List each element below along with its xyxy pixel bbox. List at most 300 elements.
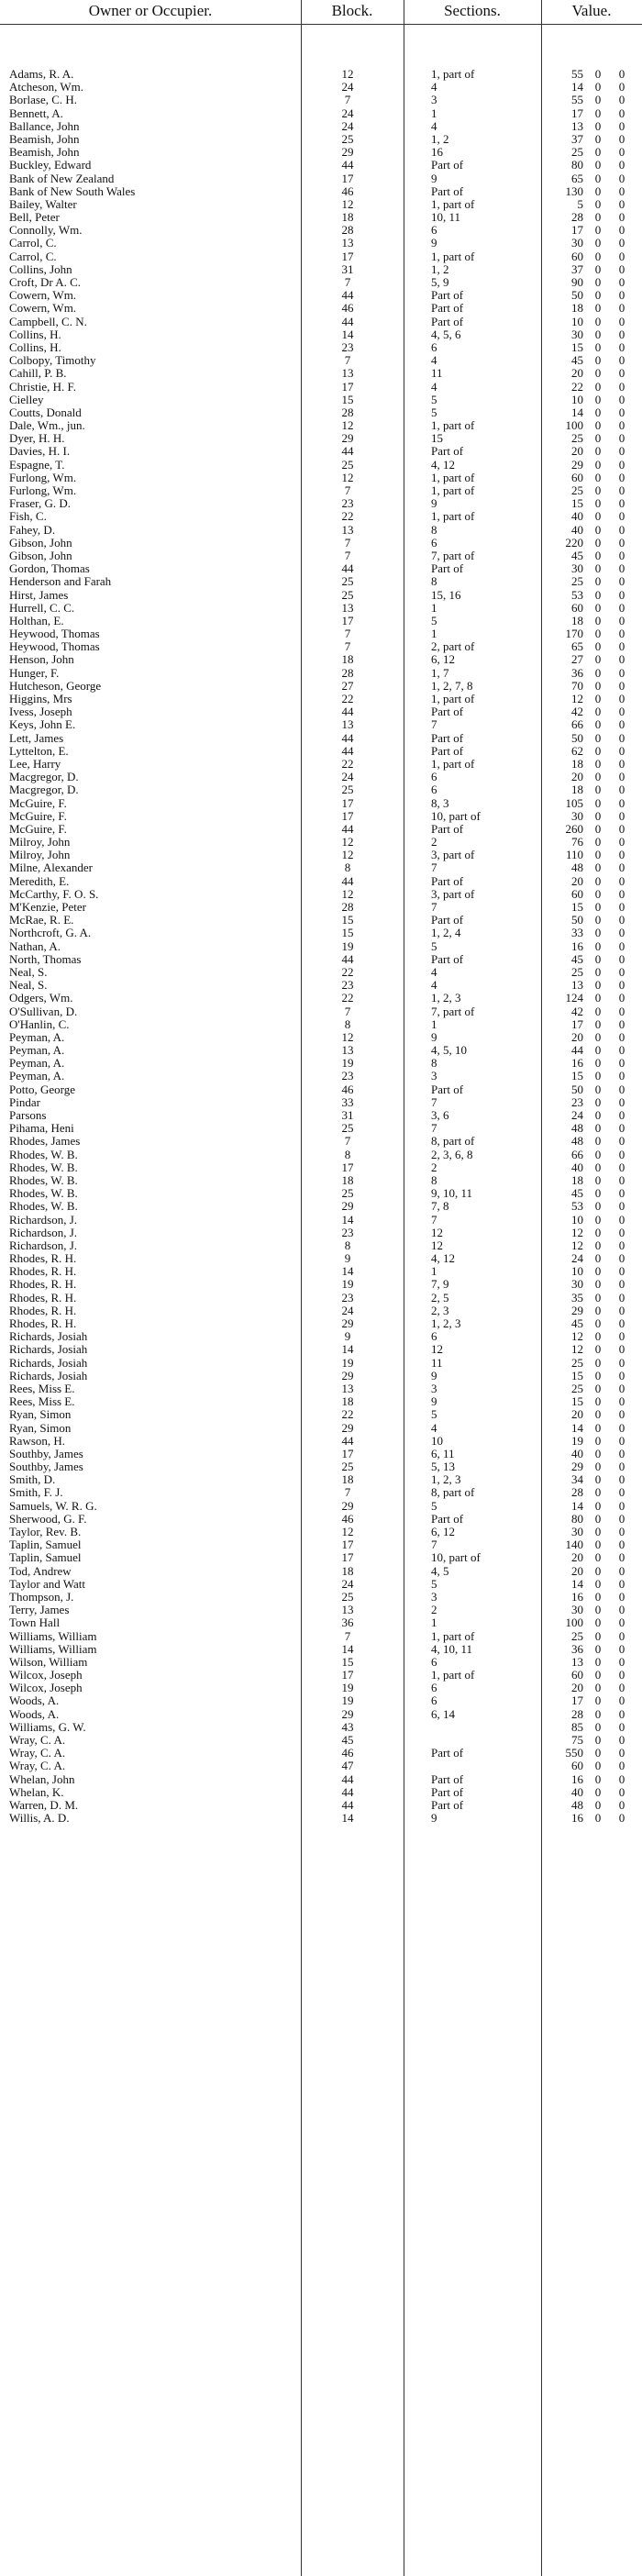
sections-cell: Part of bbox=[431, 822, 464, 836]
table-row bbox=[0, 615, 642, 627]
owner-cell: Gordon, Thomas bbox=[9, 562, 90, 576]
value-shillings-cell: 0 bbox=[594, 1421, 602, 1435]
sections-cell: 2, 3, 6, 8 bbox=[431, 1148, 473, 1161]
value-pounds-cell: 19 bbox=[571, 1434, 583, 1448]
block-cell: 31 bbox=[341, 262, 354, 276]
value-pence-cell: 0 bbox=[618, 328, 625, 341]
table-row bbox=[0, 1643, 642, 1656]
block-cell: 13 bbox=[341, 237, 354, 250]
sections-cell: 8 bbox=[431, 1057, 437, 1071]
value-pence-cell: 0 bbox=[618, 1160, 625, 1174]
sections-cell: 16 bbox=[431, 146, 443, 160]
value-pounds-cell: 14 bbox=[571, 1499, 583, 1513]
table-row bbox=[0, 120, 642, 133]
sections-cell: 5 bbox=[431, 393, 437, 406]
sections-cell: Part of bbox=[431, 1747, 464, 1760]
sections-cell: 3, part of bbox=[431, 849, 475, 862]
table-row bbox=[0, 211, 642, 224]
table-row bbox=[0, 276, 642, 289]
block-cell: 33 bbox=[341, 1095, 354, 1109]
value-pounds-cell: 29 bbox=[571, 458, 583, 472]
table-row bbox=[0, 861, 642, 874]
block-column-header: Block. bbox=[331, 2, 373, 19]
sections-cell: 8, part of bbox=[431, 1135, 475, 1149]
owner-cell: Warren, D. M. bbox=[9, 1798, 79, 1812]
block-cell: 44 bbox=[341, 822, 354, 836]
value-shillings-cell: 0 bbox=[594, 1669, 602, 1682]
block-cell: 46 bbox=[341, 302, 354, 316]
table-row bbox=[0, 953, 642, 966]
value-pounds-cell: 14 bbox=[571, 405, 583, 419]
value-pounds-cell: 28 bbox=[571, 1707, 583, 1721]
value-pence-cell: 0 bbox=[618, 1226, 625, 1239]
block-cell: 17 bbox=[341, 1447, 354, 1460]
table-row bbox=[0, 1708, 642, 1721]
block-cell: 7 bbox=[344, 549, 351, 562]
table-row bbox=[0, 1604, 642, 1616]
value-pounds-cell: 10 bbox=[571, 315, 583, 328]
table-row bbox=[0, 1200, 642, 1213]
sections-cell: 3, part of bbox=[431, 887, 475, 901]
value-shillings-cell: 0 bbox=[594, 1604, 602, 1617]
owner-cell: Ryan, Simon bbox=[9, 1408, 72, 1422]
value-pence-cell: 0 bbox=[618, 887, 625, 901]
value-shillings-cell: 0 bbox=[594, 328, 602, 341]
value-pounds-cell: 20 bbox=[571, 771, 583, 784]
value-pence-cell: 0 bbox=[618, 588, 625, 602]
block-cell: 19 bbox=[341, 939, 354, 953]
table-row bbox=[0, 354, 642, 367]
value-pounds-cell: 25 bbox=[571, 965, 583, 979]
block-cell: 29 bbox=[341, 146, 354, 160]
value-pounds-cell: 36 bbox=[571, 1642, 583, 1656]
owner-cell: Wilcox, Joseph bbox=[9, 1669, 83, 1682]
block-cell: 22 bbox=[341, 693, 354, 705]
owner-cell: Wilcox, Joseph bbox=[9, 1682, 83, 1695]
block-cell: 46 bbox=[341, 184, 354, 198]
owner-cell: Bank of New Zealand bbox=[9, 172, 115, 185]
owner-cell: Richards, Josiah bbox=[9, 1343, 88, 1357]
owner-cell: Borlase, C. H. bbox=[9, 94, 78, 107]
table-row bbox=[0, 1435, 642, 1448]
value-pence-cell: 0 bbox=[618, 536, 625, 550]
value-pence-cell: 0 bbox=[618, 1382, 625, 1395]
value-pounds-cell: 35 bbox=[571, 1291, 583, 1305]
value-shillings-cell: 0 bbox=[594, 757, 602, 771]
block-cell: 18 bbox=[341, 653, 354, 667]
table-row bbox=[0, 1630, 642, 1643]
owner-cell: Peyman, A. bbox=[9, 1070, 65, 1083]
value-pounds-cell: 20 bbox=[571, 1408, 583, 1422]
block-cell: 13 bbox=[341, 523, 354, 537]
owner-cell: Hutcheson, George bbox=[9, 679, 102, 693]
sections-cell: 9, 10, 11 bbox=[431, 1187, 473, 1201]
sections-cell: 10 bbox=[431, 1434, 443, 1448]
sections-cell: 9 bbox=[431, 1030, 437, 1044]
owner-cell: Peyman, A. bbox=[9, 1057, 65, 1071]
owner-cell: Ballance, John bbox=[9, 119, 80, 133]
block-cell: 7 bbox=[344, 484, 351, 497]
table-row bbox=[0, 316, 642, 328]
owner-cell: Macgregor, D. bbox=[9, 783, 79, 797]
owner-cell: North, Thomas bbox=[9, 952, 82, 966]
table-row bbox=[0, 1057, 642, 1070]
owner-cell: Colbopy, Timothy bbox=[9, 354, 96, 368]
block-cell: 17 bbox=[341, 1160, 354, 1174]
table-row bbox=[0, 1135, 642, 1148]
owner-cell: Wray, C. A. bbox=[9, 1734, 66, 1747]
block-cell: 14 bbox=[341, 1343, 354, 1357]
owner-cell: Woods, A. bbox=[9, 1694, 60, 1708]
value-pence-cell: 0 bbox=[618, 901, 625, 914]
owner-cell: Gibson, John bbox=[9, 549, 72, 562]
value-pence-cell: 0 bbox=[618, 562, 625, 576]
table-row bbox=[0, 1083, 642, 1096]
table-row bbox=[0, 1721, 642, 1734]
value-shillings-cell: 0 bbox=[594, 146, 602, 160]
table-row bbox=[0, 1422, 642, 1435]
value-shillings-cell: 0 bbox=[594, 367, 602, 381]
value-shillings-cell: 0 bbox=[594, 172, 602, 185]
value-pounds-cell: 25 bbox=[571, 146, 583, 160]
block-cell: 46 bbox=[341, 1512, 354, 1526]
table-row bbox=[0, 146, 642, 159]
owner-cell: Richardson, J. bbox=[9, 1238, 78, 1252]
block-cell: 23 bbox=[341, 1070, 354, 1083]
sections-cell: 7 bbox=[431, 1213, 437, 1227]
value-pounds-cell: 66 bbox=[571, 718, 583, 732]
sections-cell: 7 bbox=[431, 718, 437, 732]
value-pounds-cell: 15 bbox=[571, 1070, 583, 1083]
block-cell: 44 bbox=[341, 315, 354, 328]
value-shillings-cell: 0 bbox=[594, 1812, 602, 1826]
table-row bbox=[0, 1005, 642, 1018]
sections-cell: Part of bbox=[431, 302, 464, 316]
value-pence-cell: 0 bbox=[618, 1747, 625, 1760]
owner-cell: Milne, Alexander bbox=[9, 861, 93, 875]
value-shillings-cell: 0 bbox=[594, 1486, 602, 1500]
block-cell: 24 bbox=[341, 1304, 354, 1317]
table-row bbox=[0, 927, 642, 939]
value-shillings-cell: 0 bbox=[594, 1070, 602, 1083]
block-cell: 12 bbox=[341, 849, 354, 862]
block-cell: 44 bbox=[341, 705, 354, 719]
table-row bbox=[0, 966, 642, 979]
sections-cell: 1, part of bbox=[431, 68, 475, 81]
value-shillings-cell: 0 bbox=[594, 276, 602, 289]
table-row bbox=[0, 575, 642, 588]
table-row bbox=[0, 484, 642, 497]
owner-cell: Christie, H. F. bbox=[9, 380, 76, 394]
owner-cell: Williams, William bbox=[9, 1629, 97, 1643]
value-pence-cell: 0 bbox=[618, 1278, 625, 1292]
sections-cell: Part of bbox=[431, 1772, 464, 1786]
table-row bbox=[0, 667, 642, 680]
sections-cell: 4, 12 bbox=[431, 458, 455, 472]
value-shillings-cell: 0 bbox=[594, 1538, 602, 1552]
owner-cell: Williams, William bbox=[9, 1642, 97, 1656]
value-pence-cell: 0 bbox=[618, 1395, 625, 1409]
table-row bbox=[0, 810, 642, 823]
value-pounds-cell: 12 bbox=[571, 693, 583, 705]
table-row bbox=[0, 1460, 642, 1473]
value-shillings-cell: 0 bbox=[594, 666, 602, 680]
value-shillings-cell: 0 bbox=[594, 1760, 602, 1773]
sections-cell: 6, 11 bbox=[431, 1447, 455, 1460]
value-pence-cell: 0 bbox=[618, 1148, 625, 1161]
value-shillings-cell: 0 bbox=[594, 1434, 602, 1448]
owner-cell: Southby, James bbox=[9, 1447, 83, 1460]
owner-cell: Coutts, Donald bbox=[9, 405, 82, 419]
value-pence-cell: 0 bbox=[618, 340, 625, 354]
block-cell: 14 bbox=[341, 328, 354, 341]
block-cell: 44 bbox=[341, 1798, 354, 1812]
table-row bbox=[0, 940, 642, 953]
table-row bbox=[0, 1317, 642, 1330]
value-pounds-cell: 37 bbox=[571, 262, 583, 276]
table-row bbox=[0, 237, 642, 250]
sections-cell: 9 bbox=[431, 172, 437, 185]
block-cell: 12 bbox=[341, 1526, 354, 1538]
value-shillings-cell: 0 bbox=[594, 783, 602, 797]
value-shillings-cell: 0 bbox=[594, 1720, 602, 1734]
owner-column-header: Owner or Occupier. bbox=[88, 2, 213, 19]
value-pence-cell: 0 bbox=[618, 783, 625, 797]
value-pounds-cell: 15 bbox=[571, 901, 583, 914]
table-row bbox=[0, 302, 642, 315]
owner-cell: Campbell, C. N. bbox=[9, 315, 87, 328]
sections-cell: 11 bbox=[431, 367, 443, 381]
value-shillings-cell: 0 bbox=[594, 1551, 602, 1565]
value-shillings-cell: 0 bbox=[594, 887, 602, 901]
value-pounds-cell: 25 bbox=[571, 575, 583, 589]
table-row bbox=[0, 1682, 642, 1694]
sections-cell: 6 bbox=[431, 536, 437, 550]
owner-cell: Thompson, J. bbox=[9, 1590, 74, 1604]
value-pounds-cell: 23 bbox=[571, 1095, 583, 1109]
value-pounds-cell: 30 bbox=[571, 1526, 583, 1538]
value-shillings-cell: 0 bbox=[594, 510, 602, 524]
block-cell: 44 bbox=[341, 159, 354, 172]
sections-cell: 1, part of bbox=[431, 419, 475, 433]
owner-cell: Carrol, C. bbox=[9, 250, 57, 263]
value-pounds-cell: 14 bbox=[571, 1577, 583, 1591]
owner-cell: Smith, F. J. bbox=[9, 1486, 63, 1500]
block-cell: 17 bbox=[341, 614, 354, 627]
value-shillings-cell: 0 bbox=[594, 849, 602, 862]
table-header bbox=[0, 0, 642, 50]
sections-cell: 6, 12 bbox=[431, 653, 455, 667]
value-shillings-cell: 0 bbox=[594, 939, 602, 953]
value-shillings-cell: 0 bbox=[594, 992, 602, 1005]
sections-cell: 4 bbox=[431, 354, 437, 368]
value-pounds-cell: 10 bbox=[571, 393, 583, 406]
owner-cell: Collins, H. bbox=[9, 340, 61, 354]
sections-cell: 1 bbox=[431, 1017, 437, 1031]
table-row bbox=[0, 1578, 642, 1591]
sections-cell: 8, 3 bbox=[431, 796, 449, 810]
value-shillings-cell: 0 bbox=[594, 1447, 602, 1460]
owner-cell: Richards, Josiah bbox=[9, 1369, 88, 1382]
value-pounds-cell: 17 bbox=[571, 106, 583, 120]
value-pounds-cell: 13 bbox=[571, 119, 583, 133]
sections-cell: Part of bbox=[431, 159, 464, 172]
table-row bbox=[0, 289, 642, 302]
sections-cell: 7 bbox=[431, 901, 437, 914]
value-shillings-cell: 0 bbox=[594, 1460, 602, 1474]
value-pounds-cell: 55 bbox=[571, 94, 583, 107]
table-row bbox=[0, 1239, 642, 1252]
sections-cell: 6, 12 bbox=[431, 1526, 455, 1538]
value-pence-cell: 0 bbox=[618, 1135, 625, 1149]
value-shillings-cell: 0 bbox=[594, 1772, 602, 1786]
value-pence-cell: 0 bbox=[618, 1187, 625, 1201]
owner-cell: Carrol, C. bbox=[9, 237, 57, 250]
block-cell: 29 bbox=[341, 1499, 354, 1513]
value-shillings-cell: 0 bbox=[594, 81, 602, 94]
owner-cell: Ryan, Simon bbox=[9, 1421, 72, 1435]
owner-cell: Collins, John bbox=[9, 262, 72, 276]
value-pounds-cell: 50 bbox=[571, 914, 583, 927]
value-shillings-cell: 0 bbox=[594, 302, 602, 316]
sections-cell: 9 bbox=[431, 1812, 437, 1826]
owner-cell: Keys, John E. bbox=[9, 718, 76, 732]
value-pounds-cell: 15 bbox=[571, 1395, 583, 1409]
owner-cell: Sherwood, G. F. bbox=[9, 1512, 87, 1526]
table-row bbox=[0, 745, 642, 758]
table-row bbox=[0, 1096, 642, 1109]
value-shillings-cell: 0 bbox=[594, 653, 602, 667]
owner-cell: Fish, C. bbox=[9, 510, 47, 524]
value-pence-cell: 0 bbox=[618, 836, 625, 849]
owner-cell: Williams, G. W. bbox=[9, 1720, 86, 1734]
table-row bbox=[0, 1357, 642, 1370]
block-cell: 25 bbox=[341, 1460, 354, 1474]
table-row bbox=[0, 1187, 642, 1200]
owner-cell: Taplin, Samuel bbox=[9, 1538, 82, 1552]
table-row bbox=[0, 1799, 642, 1812]
owner-cell: Furlong, Wm. bbox=[9, 484, 77, 497]
table-row bbox=[0, 979, 642, 992]
sections-cell: Part of bbox=[431, 184, 464, 198]
sections-cell: 5, 13 bbox=[431, 1460, 455, 1474]
table-row bbox=[0, 1395, 642, 1408]
sections-cell: 1 bbox=[431, 106, 437, 120]
owner-cell: Connolly, Wm. bbox=[9, 224, 83, 238]
value-shillings-cell: 0 bbox=[594, 354, 602, 368]
block-cell: 28 bbox=[341, 901, 354, 914]
sections-cell: Part of bbox=[431, 289, 464, 303]
table-row bbox=[0, 1513, 642, 1526]
value-pence-cell: 0 bbox=[618, 1238, 625, 1252]
table-row bbox=[0, 250, 642, 263]
owner-cell: Peyman, A. bbox=[9, 1044, 65, 1058]
value-pence-cell: 0 bbox=[618, 523, 625, 537]
block-cell: 31 bbox=[341, 1109, 354, 1122]
value-pence-cell: 0 bbox=[618, 1812, 625, 1826]
table-row bbox=[0, 1473, 642, 1486]
owner-cell: Collins, H. bbox=[9, 328, 61, 341]
value-pence-cell: 0 bbox=[618, 184, 625, 198]
sections-cell: 9 bbox=[431, 1369, 437, 1382]
owner-cell: Fraser, G. D. bbox=[9, 497, 71, 511]
table-row bbox=[0, 524, 642, 537]
value-shillings-cell: 0 bbox=[594, 836, 602, 849]
block-cell: 24 bbox=[341, 1577, 354, 1591]
value-pence-cell: 0 bbox=[618, 601, 625, 615]
block-cell: 12 bbox=[341, 887, 354, 901]
sections-cell: Part of bbox=[431, 914, 464, 927]
block-cell: 22 bbox=[341, 510, 354, 524]
value-pence-cell: 0 bbox=[618, 927, 625, 940]
table-row bbox=[0, 328, 642, 341]
value-pence-cell: 0 bbox=[618, 484, 625, 497]
value-shillings-cell: 0 bbox=[594, 471, 602, 484]
block-cell: 12 bbox=[341, 419, 354, 433]
sections-cell: 8 bbox=[431, 523, 437, 537]
block-cell: 15 bbox=[341, 1655, 354, 1669]
table-row bbox=[0, 1616, 642, 1629]
sections-cell: 7, part of bbox=[431, 1005, 475, 1018]
value-shillings-cell: 0 bbox=[594, 536, 602, 550]
owner-cell: Pindar bbox=[9, 1095, 40, 1109]
block-cell: 19 bbox=[341, 1278, 354, 1292]
value-pounds-cell: 42 bbox=[571, 1005, 583, 1018]
value-pence-cell: 0 bbox=[618, 1499, 625, 1513]
value-pence-cell: 0 bbox=[618, 1526, 625, 1538]
owner-cell: Cowern, Wm. bbox=[9, 302, 77, 316]
value-shillings-cell: 0 bbox=[594, 1734, 602, 1747]
sections-cell: 1, 2, 3 bbox=[431, 992, 461, 1005]
block-cell: 8 bbox=[344, 1238, 351, 1252]
value-pounds-cell: 76 bbox=[571, 836, 583, 849]
value-pounds-cell: 20 bbox=[571, 445, 583, 459]
value-pence-cell: 0 bbox=[618, 1356, 625, 1370]
block-cell: 25 bbox=[341, 588, 354, 602]
value-pence-cell: 0 bbox=[618, 1669, 625, 1682]
owner-cell: Rhodes, W. B. bbox=[9, 1160, 78, 1174]
owner-cell: Rhodes, R. H. bbox=[9, 1265, 77, 1279]
sections-cell: 4 bbox=[431, 965, 437, 979]
value-pence-cell: 0 bbox=[618, 119, 625, 133]
sections-cell: Part of bbox=[431, 1785, 464, 1799]
value-shillings-cell: 0 bbox=[594, 1173, 602, 1187]
owner-cell: Milroy, John bbox=[9, 849, 71, 862]
value-pence-cell: 0 bbox=[618, 1173, 625, 1187]
value-pence-cell: 0 bbox=[618, 1213, 625, 1227]
value-pence-cell: 0 bbox=[618, 1447, 625, 1460]
value-shillings-cell: 0 bbox=[594, 68, 602, 81]
owner-cell: Cahill, P. B. bbox=[9, 367, 67, 381]
value-pounds-cell: 110 bbox=[565, 849, 583, 862]
value-pounds-cell: 140 bbox=[565, 1538, 583, 1552]
owner-cell: Buckley, Edward bbox=[9, 159, 92, 172]
value-pence-cell: 0 bbox=[618, 1083, 625, 1096]
value-column-header: Value. bbox=[571, 2, 612, 19]
sections-cell: 10, 11 bbox=[431, 211, 461, 225]
value-pounds-cell: 30 bbox=[571, 328, 583, 341]
value-shillings-cell: 0 bbox=[594, 1317, 602, 1330]
value-pounds-cell: 48 bbox=[571, 1122, 583, 1136]
block-cell: 36 bbox=[341, 1616, 354, 1630]
value-shillings-cell: 0 bbox=[594, 1499, 602, 1513]
value-pence-cell: 0 bbox=[618, 211, 625, 225]
block-cell: 23 bbox=[341, 979, 354, 993]
value-shillings-cell: 0 bbox=[594, 771, 602, 784]
value-shillings-cell: 0 bbox=[594, 1200, 602, 1214]
table-row bbox=[0, 875, 642, 888]
block-cell: 7 bbox=[344, 354, 351, 368]
